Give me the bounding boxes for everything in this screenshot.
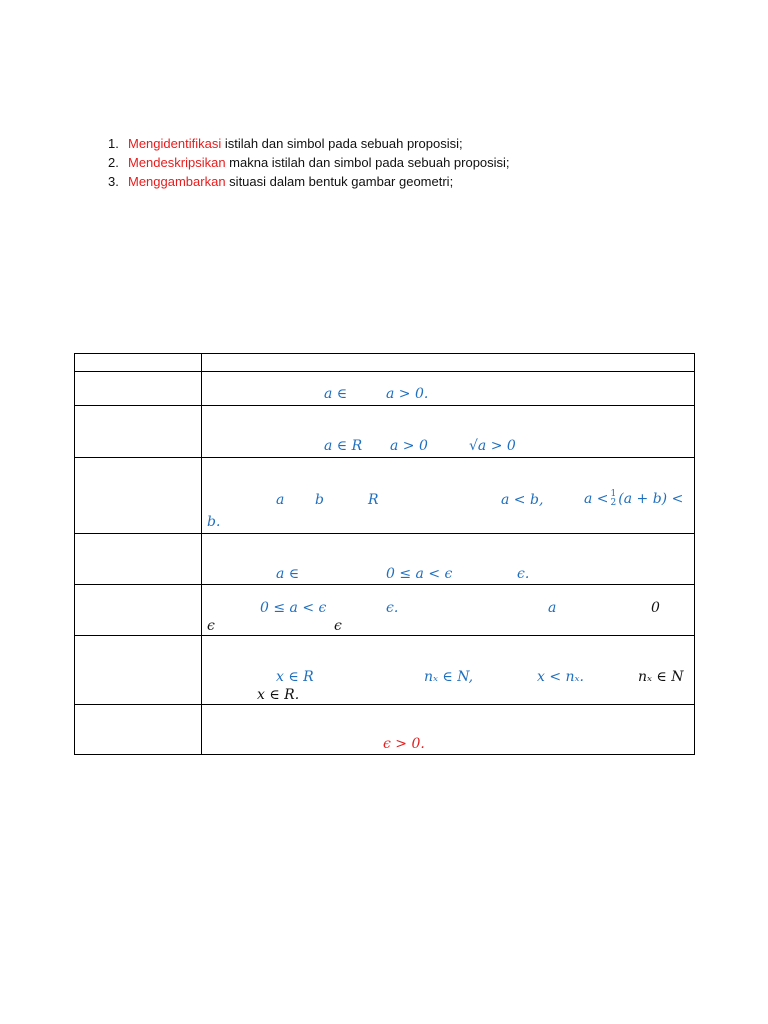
- objective-verb: Mengidentifikasi: [128, 136, 222, 151]
- math-expression: a: [276, 492, 285, 508]
- math-expression: a < b,: [501, 492, 544, 508]
- row-content-cell: [202, 458, 695, 534]
- math-expression: ϵ.: [386, 600, 399, 616]
- row-content-cell: [202, 705, 695, 755]
- math-expression: nₓ ∈ N,: [424, 669, 474, 685]
- row-content-cell: [202, 372, 695, 406]
- math-part: a <: [584, 491, 609, 507]
- table-row: [75, 372, 695, 406]
- math-expression: 0: [651, 600, 660, 616]
- math-expression: a ∈: [276, 566, 300, 582]
- fraction-denominator: 2: [610, 498, 617, 508]
- table-row: [75, 636, 695, 705]
- math-expression: ϵ > 0.: [383, 736, 425, 752]
- objective-text: istilah dan simbol pada sebuah proposisi;: [221, 136, 463, 151]
- list-number: 3.: [108, 174, 119, 189]
- math-part: (a + b) <: [618, 491, 684, 507]
- row-label-cell: [75, 406, 202, 458]
- header-cell-1: [75, 354, 202, 372]
- objective-verb: Menggambarkan: [128, 174, 226, 189]
- row-label-cell: [75, 534, 202, 585]
- objective-text: makna istilah dan simbol pada sebuah proposisi;: [225, 155, 510, 170]
- math-expression: ϵ.: [517, 566, 530, 582]
- row-content-cell: [202, 534, 695, 585]
- row-label-cell: [75, 636, 202, 705]
- math-expression: a > 0: [390, 438, 428, 454]
- math-expression: 0 ≤ a < ϵ: [386, 566, 453, 582]
- math-expression: [584, 490, 683, 508]
- math-expression: a > 0.: [386, 386, 429, 402]
- math-expression: x ∈ R.: [257, 687, 300, 703]
- objective-text: situasi dalam bentuk gambar geometri;: [225, 174, 454, 189]
- objectives-list: [108, 134, 510, 191]
- row-content-cell: [202, 636, 695, 705]
- header-cell-2: [202, 354, 695, 372]
- math-expression: R: [368, 492, 379, 508]
- math-expression: 0 ≤ a < ϵ: [260, 600, 327, 616]
- list-item: [108, 172, 510, 191]
- math-expression: x ∈ R: [276, 669, 314, 685]
- row-label-cell: [75, 585, 202, 636]
- table-row: [75, 534, 695, 585]
- row-content-cell: [202, 406, 695, 458]
- table-row: [75, 406, 695, 458]
- objective-verb: Mendeskripsikan: [128, 155, 226, 170]
- table-row: [75, 458, 695, 534]
- math-expression: ϵ: [207, 618, 215, 634]
- row-label-cell: [75, 372, 202, 406]
- math-expression: a: [548, 600, 557, 616]
- math-expression: b: [315, 492, 324, 508]
- table-row: [75, 705, 695, 755]
- math-expression: a ∈ R: [324, 438, 363, 454]
- math-expression: ϵ: [334, 618, 342, 634]
- list-number: 1.: [108, 136, 119, 151]
- row-label-cell: [75, 705, 202, 755]
- math-expression: a ∈: [324, 386, 348, 402]
- list-item: [108, 134, 510, 153]
- row-label-cell: [75, 458, 202, 534]
- math-expression: x < nₓ.: [537, 669, 584, 685]
- math-expression: √a > 0: [469, 438, 516, 454]
- list-item: [108, 153, 510, 172]
- math-expression: nₓ ∈ N: [638, 669, 684, 685]
- list-number: 2.: [108, 155, 119, 170]
- table-row: [75, 585, 695, 636]
- row-content-cell: [202, 585, 695, 636]
- proposition-table: [74, 353, 695, 755]
- fraction: [611, 490, 617, 508]
- fraction-numerator: 1: [610, 489, 617, 499]
- table-header-row: [75, 354, 695, 372]
- math-expression: b.: [207, 514, 221, 530]
